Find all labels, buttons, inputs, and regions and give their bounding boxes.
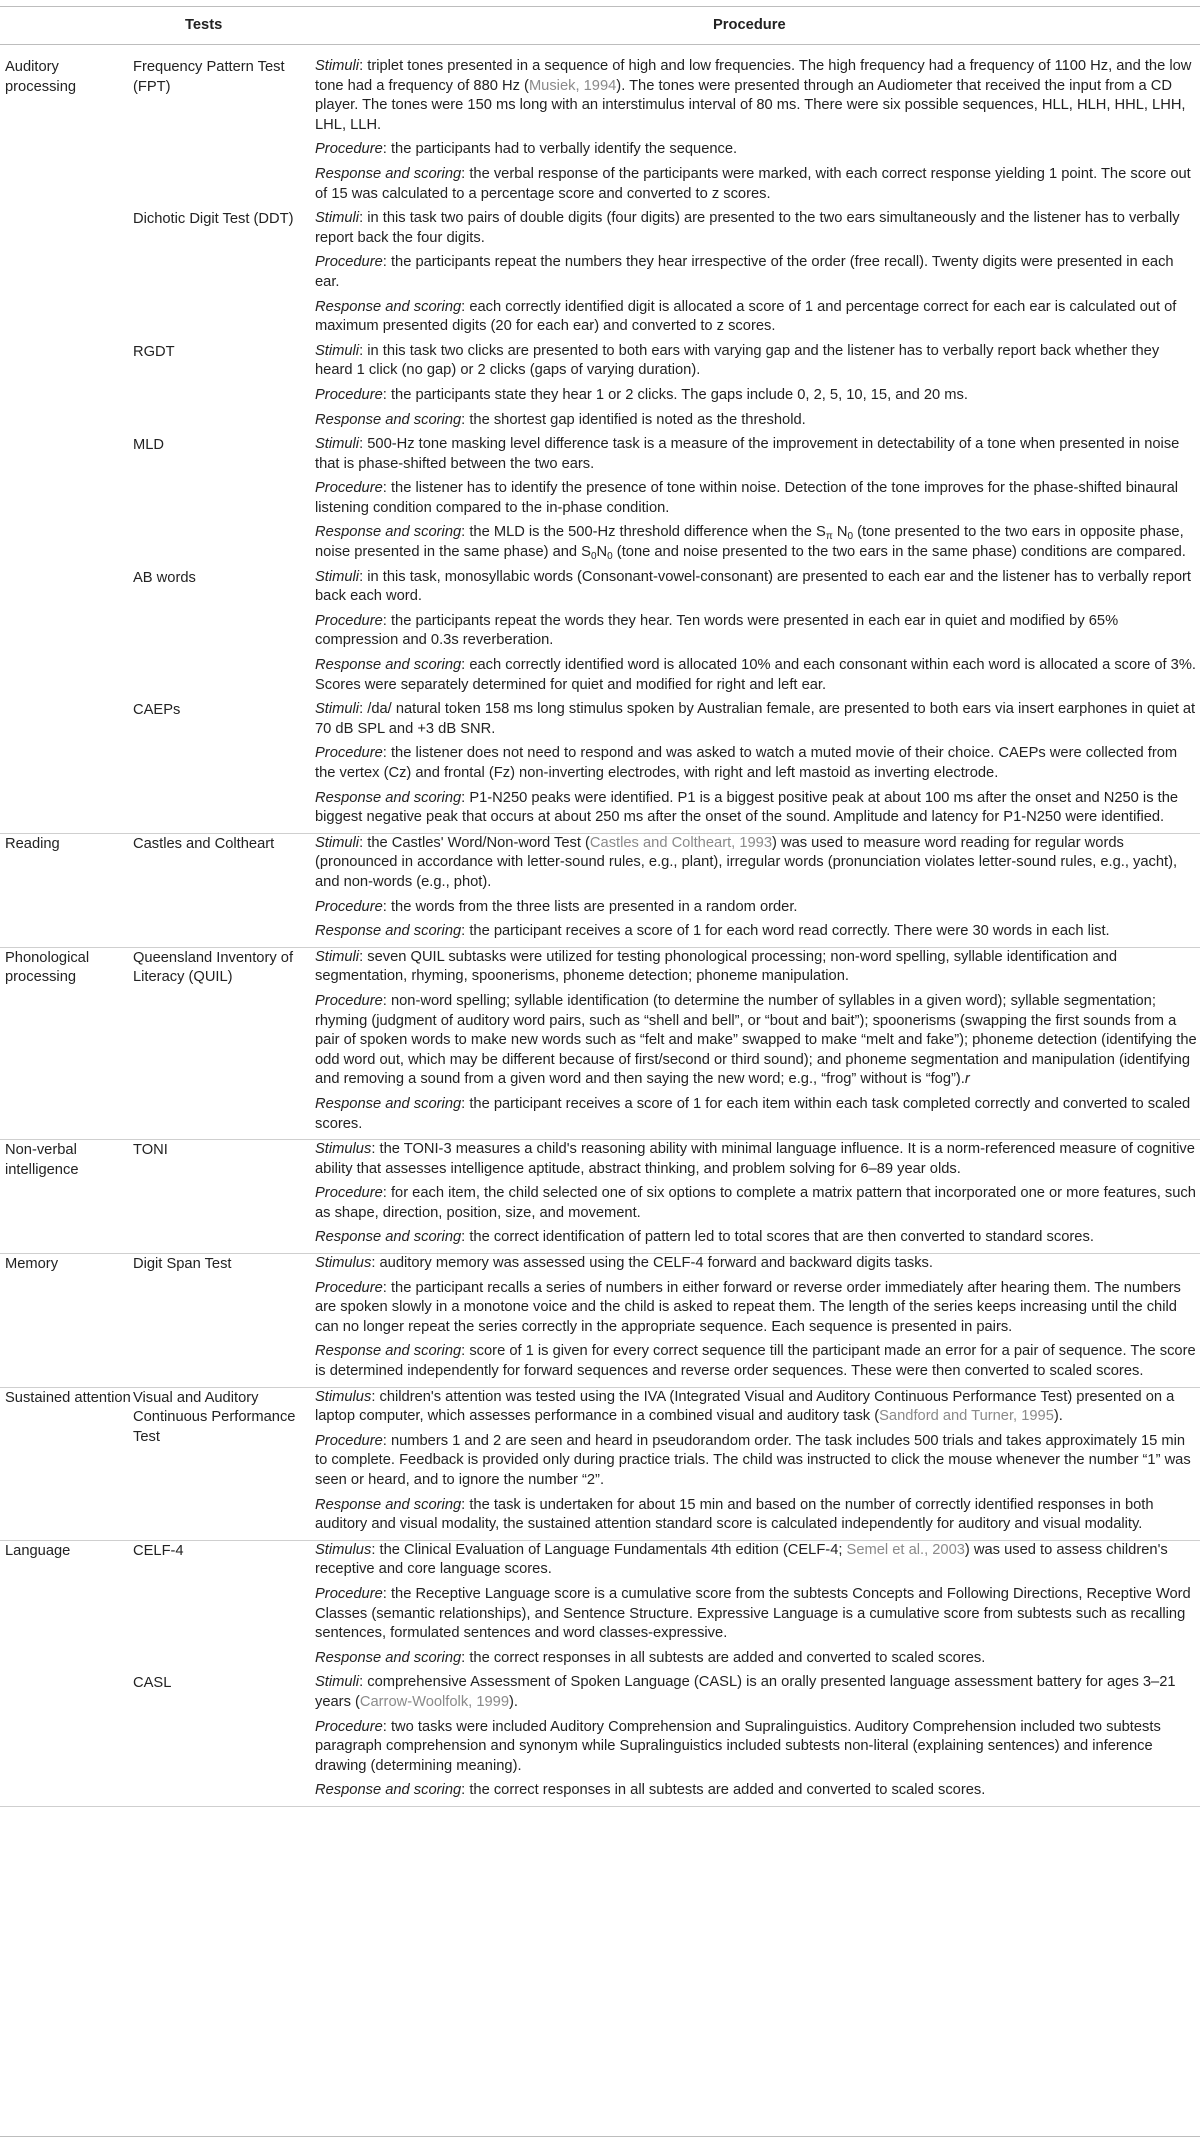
entry-label-suffix: : — [461, 165, 466, 182]
entry-label-suffix: : — [371, 1255, 376, 1272]
tests-group — [133, 1541, 1200, 1806]
procedure-cell — [315, 209, 1200, 342]
procedure-entry — [315, 744, 1200, 788]
citation: Sandford and Turner, 1995 — [879, 1408, 1054, 1425]
entry-text: the listener has to identify the presence of tone within noise. Detection of the tone improves for the phase-shifted binaural listening condition compared to the in-phase condition. — [315, 480, 1179, 516]
subscript: π — [825, 531, 833, 543]
entry-label: Response and scoring — [315, 411, 462, 428]
test-name: TONI — [133, 1142, 168, 1159]
procedure-entry — [315, 435, 1200, 479]
header-procedure: Procedure — [713, 17, 786, 33]
entry-label: Stimulus — [315, 1141, 372, 1158]
test-row — [133, 209, 1200, 342]
entry-label-suffix: : — [461, 789, 466, 806]
procedure-entry — [315, 57, 1200, 140]
category-label: Auditory processing — [5, 59, 77, 95]
entry-text: the shortest gap identified is noted as the threshold. — [465, 411, 806, 428]
procedure-cell — [315, 834, 1200, 947]
entry-text: auditory memory was assessed using the CELF-4 forward and backward digits tasks. — [375, 1255, 933, 1272]
procedure-entry — [315, 700, 1200, 744]
test-name: CASL — [133, 1675, 172, 1692]
entry-text: ). The tones were presented through an Audiometer that received the input from a CD player. The tones were 150 ms long with an interstimulus interval of 80 ms. There were six possible sequences, HLL, HLH, HHL, LHH, LHL, LLH. — [315, 77, 1186, 133]
entry-label-suffix: : — [382, 1432, 387, 1449]
procedure-cell — [315, 1254, 1200, 1387]
procedure-entry — [315, 789, 1200, 833]
entry-label-suffix: : — [359, 568, 364, 585]
procedure-cell — [315, 435, 1200, 568]
procedure-entry — [315, 898, 1200, 923]
procedure-entry — [315, 834, 1200, 898]
citation: Castles and Coltheart, 1993 — [589, 834, 772, 851]
entry-label: Procedure — [315, 254, 383, 271]
entry-label-suffix: : — [461, 298, 466, 315]
entry-label-suffix: : — [359, 1674, 364, 1691]
entry-label-suffix: : — [461, 657, 466, 674]
entry-text: P1-N250 peaks were identified. P1 is a biggest positive peak at about 100 ms after the onset and N250 is the biggest negative peak that occurs at about 250 ms after the onset of the sound. Amplitude and latency for P1-N250 were identified. — [315, 789, 1179, 826]
table-body — [0, 57, 1200, 1807]
entry-text: (tone and noise presented to the two ears in the same phase) conditions are compared. — [612, 544, 1186, 561]
entry-label: Stimuli — [315, 834, 360, 851]
test-name: AB words — [133, 569, 196, 586]
test-row — [133, 342, 1200, 435]
entry-label: Response and scoring — [315, 1343, 462, 1360]
entry-label-suffix: : — [382, 612, 387, 629]
entry-label-suffix: : — [371, 1141, 376, 1158]
procedure-entry — [315, 1432, 1200, 1496]
table-header — [0, 7, 1200, 44]
entry-label: Stimuli — [315, 701, 360, 718]
procedure-entry — [315, 1649, 1200, 1674]
entry-text: two tasks were included Auditory Comprehension and Supralinguistics. Auditory Comprehension included two subtests paragraph comprehension and synonym while Supralinguistics included subtests non-literal (explaining sentences) and inference drawing (determining meaning). — [315, 1718, 1161, 1774]
entry-label-suffix: : — [382, 1185, 387, 1202]
table-bottom-rule — [0, 2136, 1200, 2137]
category-label: Language — [5, 1542, 71, 1559]
entry-label: Procedure — [315, 612, 383, 629]
entry-text: children's attention was tested using the IVA (Integrated Visual and Auditory Continuous Performance Test) presented on a laptop computer, which assesses performance in a combined visual and auditory task ( — [315, 1388, 1175, 1425]
procedure-entry — [315, 342, 1200, 386]
entry-label: Stimuli — [315, 58, 360, 74]
entry-label: Stimuli — [315, 210, 360, 227]
procedure-entry — [315, 568, 1200, 612]
tests-group — [133, 1140, 1200, 1253]
test-name: Visual and Auditory Continuous Performance Test — [133, 1389, 296, 1445]
procedure-entry — [315, 1496, 1200, 1540]
entry-label: Response and scoring — [315, 789, 462, 806]
entry-label-suffix: : — [382, 1279, 387, 1296]
entry-text: each correctly identified word is allocated 10% and each consonant within each word is allocated a score of 3%. Scores were separately determined for quiet and modified for right and left ear. — [315, 657, 1196, 693]
test-name: CAEPs — [133, 702, 181, 719]
procedure-entry — [315, 253, 1200, 297]
entry-label: Stimuli — [315, 342, 360, 359]
entry-label: Response and scoring — [315, 1782, 462, 1799]
entry-label: Stimuli — [315, 948, 360, 965]
entry-label: Procedure — [315, 745, 383, 762]
entry-text: is “fog”). — [911, 1071, 965, 1088]
entry-label-suffix: : — [359, 58, 364, 74]
entry-text: numbers 1 and 2 are seen and heard in pseudorandom order. The task includes 500 trials and takes approximately 15 min to complete. Feedback is provided only during practice trials. The child was instructed to click the mouse whenever the number “1” was seen or heard, and to ignore the number “2”. — [315, 1432, 1191, 1488]
entry-label-suffix: : — [461, 411, 466, 428]
entry-text: the participants state they hear 1 or 2 clicks. The gaps include 0, 2, 5, 10, 15, and 20 ms. — [386, 386, 968, 403]
category-row — [0, 834, 1200, 948]
procedure-entry — [315, 612, 1200, 656]
tests-group — [133, 948, 1200, 1139]
entry-label: Procedure — [315, 386, 383, 403]
entry-text: the participant receives a score of 1 for each item within each task completed correctly and converted to scaled scores. — [315, 1095, 1191, 1132]
test-name: Dichotic Digit Test (DDT) — [133, 211, 294, 228]
category-label: Memory — [5, 1256, 59, 1273]
entry-label-suffix: : — [359, 342, 364, 359]
procedure-cell — [315, 342, 1200, 435]
test-row — [133, 1388, 1200, 1540]
procedure-entry — [315, 1541, 1200, 1585]
entry-label: Stimulus — [315, 1388, 372, 1405]
procedure-entry — [315, 411, 1200, 436]
entry-label-suffix: : — [382, 1585, 387, 1602]
entry-text: in this task two clicks are presented to both ears with varying gap and the listener has to verbally report back whether they heard 1 click (no gap) or 2 clicks (gaps of varying duration). — [315, 342, 1160, 379]
entry-label-suffix: : — [461, 1496, 466, 1513]
entry-text: comprehensive Assessment of Spoken Language (CASL) is an orally presented language assessment battery for ages 3–21 years ( — [315, 1674, 1176, 1710]
entry-label-suffix: : — [382, 141, 387, 158]
procedure-entry — [315, 1781, 1200, 1806]
entry-text: (tone presented to the two ears in opposite phase, noise presented in the same phase) and S — [315, 524, 1184, 561]
category-row — [0, 1541, 1200, 1807]
tests-group — [133, 57, 1200, 833]
category-label: Non-verbal intelligence — [5, 1142, 79, 1178]
entry-label: Response and scoring — [315, 1496, 462, 1513]
test-name: Queensland Inventory of Literacy (QUIL) — [133, 949, 294, 986]
procedure-entry — [315, 922, 1200, 947]
entry-text: N — [596, 544, 608, 561]
entry-label: Procedure — [315, 480, 383, 497]
test-name: MLD — [133, 437, 165, 454]
entry-text: /da/ natural token 158 ms long stimulus spoken by Australian female, are presented to both ears via insert earphones in quiet at 70 dB SPL and +3 dB SNR. — [315, 701, 1196, 737]
entry-label-suffix: : — [382, 386, 387, 403]
entry-text: ) was used to assess children's receptive and core language scores. — [315, 1541, 1168, 1578]
entry-text: seven QUIL subtasks were utilized for testing phonological processing; non-word spelling, syllable identification and segmentation, rhyming, spoonerisms, phoneme detection; phoneme manipulation. — [315, 948, 1118, 985]
subscript: 0 — [607, 551, 613, 563]
entry-label: Procedure — [315, 1185, 383, 1202]
entry-text: N — [832, 524, 848, 541]
procedure-entry — [315, 1718, 1200, 1782]
entry-text: the Receptive Language score is a cumulative score from the subtests Concepts and Following Directions, Receptive Word Classes (semantic relationships), and Sentence Structure. Expressive Language is a cumulative score from subtests such as recalling sentences, formulated sentences and word classes-expressive. — [315, 1585, 1191, 1642]
entry-text: the Castles' Word/Non-word Test ( — [363, 834, 590, 851]
entry-text: in this task two pairs of double digits (four digits) are presented to the two ears simultaneously and the listener has to verbally report back the four digits. — [315, 210, 1180, 246]
test-row — [133, 435, 1200, 568]
test-row — [133, 1254, 1200, 1387]
procedure-cell — [315, 1541, 1200, 1674]
test-name: Castles and Coltheart — [133, 835, 275, 852]
entry-label: Stimulus — [315, 1541, 372, 1558]
test-row — [133, 1541, 1200, 1674]
procedure-cell — [315, 568, 1200, 701]
entry-label: Response and scoring — [315, 298, 462, 315]
entry-label: Response and scoring — [315, 165, 462, 182]
test-name: Frequency Pattern Test (FPT) — [133, 59, 285, 95]
entry-label: Response and scoring — [315, 923, 462, 940]
entry-text: the listener does not need to respond and was asked to watch a muted movie of their choice. CAEPs were collected from the vertex (Cz) and frontal (Fz) non-inverting electrodes, with right and left mastoid as inverting electrode. — [315, 745, 1178, 781]
entry-label-suffix: : — [382, 992, 387, 1009]
procedure-cell — [315, 700, 1200, 833]
category-row — [0, 57, 1200, 834]
procedure-entry — [315, 386, 1200, 411]
entry-label-suffix: : — [461, 1343, 466, 1360]
test-row — [133, 1140, 1200, 1253]
entry-text: triplet tones presented in a sequence of high and low frequencies. The high frequency had a frequency of 1100 Hz, and the low tone had a frequency of 880 Hz ( — [315, 58, 1192, 94]
category-row — [0, 1388, 1200, 1541]
procedure-entry — [315, 948, 1200, 992]
entry-label: Procedure — [315, 1279, 383, 1296]
entry-text: the task is undertaken for about 15 min and based on the number of correctly identified responses in both auditory and visual modality, the sustained attention standard score is calculated independently for auditory and visual modality. — [315, 1496, 1154, 1533]
procedure-entry — [315, 209, 1200, 253]
entry-label-suffix: : — [382, 480, 387, 497]
citation: Carrow-Woolfolk, 1999 — [359, 1693, 510, 1710]
entry-text: the words from the three lists are presented in a random order. — [386, 898, 798, 915]
entry-label-suffix: : — [371, 1541, 376, 1558]
header-tests: Tests — [185, 17, 223, 33]
entry-label: Procedure — [315, 1585, 383, 1602]
tests-group — [133, 1388, 1200, 1540]
entry-label-suffix: : — [382, 898, 387, 915]
test-row — [133, 700, 1200, 833]
entry-text: for each item, the child selected one of six options to complete a matrix pattern that incorporated one or more features, such as shape, direction, position, size, and movement. — [315, 1185, 1196, 1221]
entry-label-suffix: : — [461, 1095, 466, 1112]
procedure-entry — [315, 523, 1200, 567]
test-row — [133, 568, 1200, 701]
procedure-entry — [315, 298, 1200, 342]
entry-label: Procedure — [315, 141, 383, 158]
entry-label-suffix: : — [359, 701, 364, 718]
procedure-entry — [315, 479, 1200, 523]
entry-label: Stimuli — [315, 436, 360, 453]
entry-label-suffix: : — [359, 436, 364, 453]
entry-text: the participants repeat the numbers they hear irrespective of the order (free recall). Twenty digits were presented in each ear. — [315, 254, 1174, 290]
entry-label: Stimuli — [315, 1674, 360, 1691]
procedure-entry — [315, 1585, 1200, 1649]
procedure-cell — [315, 1388, 1200, 1540]
entry-text: non-word spelling; syllable identification (to determine the number of syllables in a given word); syllable segmentation; rhyming (judgment of auditory word pairs, such as “shell and bell”, or “bout and bait”); spoonerisms (swapping the first sounds from a pair of spoken words to make new words such as “felt and make” swapped to make “melt and fake”); phoneme detection (identifying the odd word out, which may be different because of first/second or third sound); and phoneme segmentation and manipulation (identifying and removing a sound from a given word and then saying the new word; e.g., “frog” without — [315, 992, 1197, 1088]
procedure-entry — [315, 1254, 1200, 1279]
subscript: 0 — [590, 551, 597, 563]
entry-label-suffix: : — [359, 948, 364, 965]
tests-group — [133, 1254, 1200, 1387]
entry-label: Procedure — [315, 1718, 383, 1735]
entry-text: the Clinical Evaluation of Language Fundamentals 4th edition (CELF-4; — [375, 1541, 847, 1558]
procedure-entry — [315, 1095, 1200, 1139]
procedure-entry — [315, 992, 1200, 1095]
entry-text: the correct responses in all subtests are added and converted to scaled scores. — [465, 1649, 986, 1666]
entry-label: Stimuli — [315, 568, 360, 585]
procedure-entry — [315, 1228, 1200, 1253]
procedure-entry — [315, 656, 1200, 700]
procedure-cell — [315, 1673, 1200, 1806]
entry-text: the correct identification of pattern led to total scores that are then converted to standard scores. — [465, 1229, 1094, 1246]
category-row — [0, 1254, 1200, 1388]
category-row — [0, 1140, 1200, 1254]
procedure-entry — [315, 1279, 1200, 1343]
category-label: Reading — [5, 835, 60, 852]
category-label: Phonological processing — [5, 949, 90, 986]
entry-label-suffix: : — [461, 1229, 466, 1246]
entry-text: each correctly identified digit is allocated a score of 1 and percentage correct for each ear is calculated out of maximum presented digits (20 for each ear) and converted to z scores. — [315, 298, 1177, 335]
entry-label: Response and scoring — [315, 657, 462, 674]
entry-text: the MLD is the 500-Hz threshold difference when the S — [465, 524, 826, 541]
entry-label: Procedure — [315, 1432, 383, 1449]
entry-label-suffix: : — [382, 1718, 387, 1735]
test-name: Digit Span Test — [133, 1256, 232, 1273]
entry-text: the participants repeat the words they hear. Ten words were presented in each ear in quiet and modified by 65% compression and 0.3s reverberation. — [315, 612, 1119, 649]
subscript: 0 — [847, 531, 853, 543]
entry-text: ). — [1053, 1408, 1063, 1425]
procedure-entry — [315, 165, 1200, 209]
test-row — [133, 834, 1200, 947]
entry-text: score of 1 is given for every correct sequence till the participant made an error for a pair of sequence. The score is determined independently for forward sequences and reverse order sequences. These were then converted to scaled scores. — [315, 1343, 1196, 1380]
test-name: CELF-4 — [133, 1542, 184, 1559]
procedure-entry — [315, 1388, 1200, 1432]
test-row — [133, 948, 1200, 1139]
entry-label-suffix: : — [371, 1388, 376, 1405]
entry-label-suffix: : — [461, 923, 466, 940]
entry-text: the correct responses in all subtests are added and converted to scaled scores. — [465, 1782, 986, 1799]
procedure-entry — [315, 140, 1200, 165]
procedure-entry — [315, 1342, 1200, 1386]
entry-label-suffix: : — [461, 1782, 466, 1799]
entry-text: the participants had to verbally identify the sequence. — [386, 141, 738, 158]
entry-label-suffix: : — [359, 210, 364, 227]
procedure-cell — [315, 948, 1200, 1139]
entry-text: the verbal response of the participants were marked, with each correct response yielding 1 point. The score out of 15 was calculated to a percentage score and converted to z scores. — [315, 165, 1191, 202]
entry-text: the participant recalls a series of numbers in either forward or reverse order immediately after hearing them. The numbers are spoken slowly in a monotone voice and the child is asked to repeat them. The length of the series keeps increasing until the child can no longer repeat the series correctly in the appropriate sequence. Each sequence is presented in pairs. — [315, 1279, 1181, 1335]
entry-label-suffix: : — [382, 254, 387, 271]
test-row — [133, 57, 1200, 209]
entry-text: 500-Hz tone masking level difference task is a measure of the improvement in detectability of a tone when presented in noise that is phase-shifted between the two ears. — [315, 436, 1180, 472]
italic-letter: r — [964, 1071, 970, 1088]
entry-label-suffix: : — [461, 524, 466, 541]
entry-text: the participant receives a score of 1 for each word read correctly. There were 30 words in each list. — [465, 923, 1110, 940]
entry-label-suffix: : — [382, 745, 387, 762]
citation: Semel et al., 2003 — [846, 1541, 965, 1558]
entry-label-suffix: : — [461, 1649, 466, 1666]
entry-label: Response and scoring — [315, 524, 462, 541]
procedure-cell — [315, 1140, 1200, 1253]
entry-text: ) was used to measure word reading for regular words (pronounced in accordance with letter-sound rules, e.g., plant), irregular words (pronunciation violates letter-sound rules, e.g., yacht), and non-words (e.g., phot). — [315, 834, 1178, 890]
category-row — [0, 948, 1200, 1140]
procedure-entry — [315, 1673, 1200, 1717]
test-row — [133, 1673, 1200, 1806]
procedure-entry — [315, 1140, 1200, 1184]
table-header-rule — [0, 44, 1200, 45]
category-label: Sustained attention — [5, 1389, 131, 1406]
citation: Musiek, 1994 — [528, 77, 617, 94]
entry-text: the TONI-3 measures a child's reasoning ability with minimal language influence. It is a norm-referenced measure of cognitive ability that assesses intelligence aptitude, abstract thinking, and problem solving for 6–89 year olds. — [315, 1141, 1195, 1177]
entry-text: in this task, monosyllabic words (Consonant-vowel-consonant) are presented to each ear and the listener has to verbally report back each word. — [315, 568, 1192, 605]
entry-label-suffix: : — [359, 834, 364, 851]
entry-label: Response and scoring — [315, 1229, 462, 1246]
entry-label: Procedure — [315, 992, 383, 1009]
entry-label: Procedure — [315, 898, 383, 915]
procedure-entry — [315, 1184, 1200, 1228]
entry-label: Response and scoring — [315, 1095, 462, 1112]
entry-label: Response and scoring — [315, 1649, 462, 1666]
tests-group — [133, 834, 1200, 947]
entry-label: Stimulus — [315, 1255, 372, 1272]
procedure-cell — [315, 57, 1200, 209]
entry-text: ). — [509, 1693, 518, 1710]
test-name: RGDT — [133, 343, 175, 360]
